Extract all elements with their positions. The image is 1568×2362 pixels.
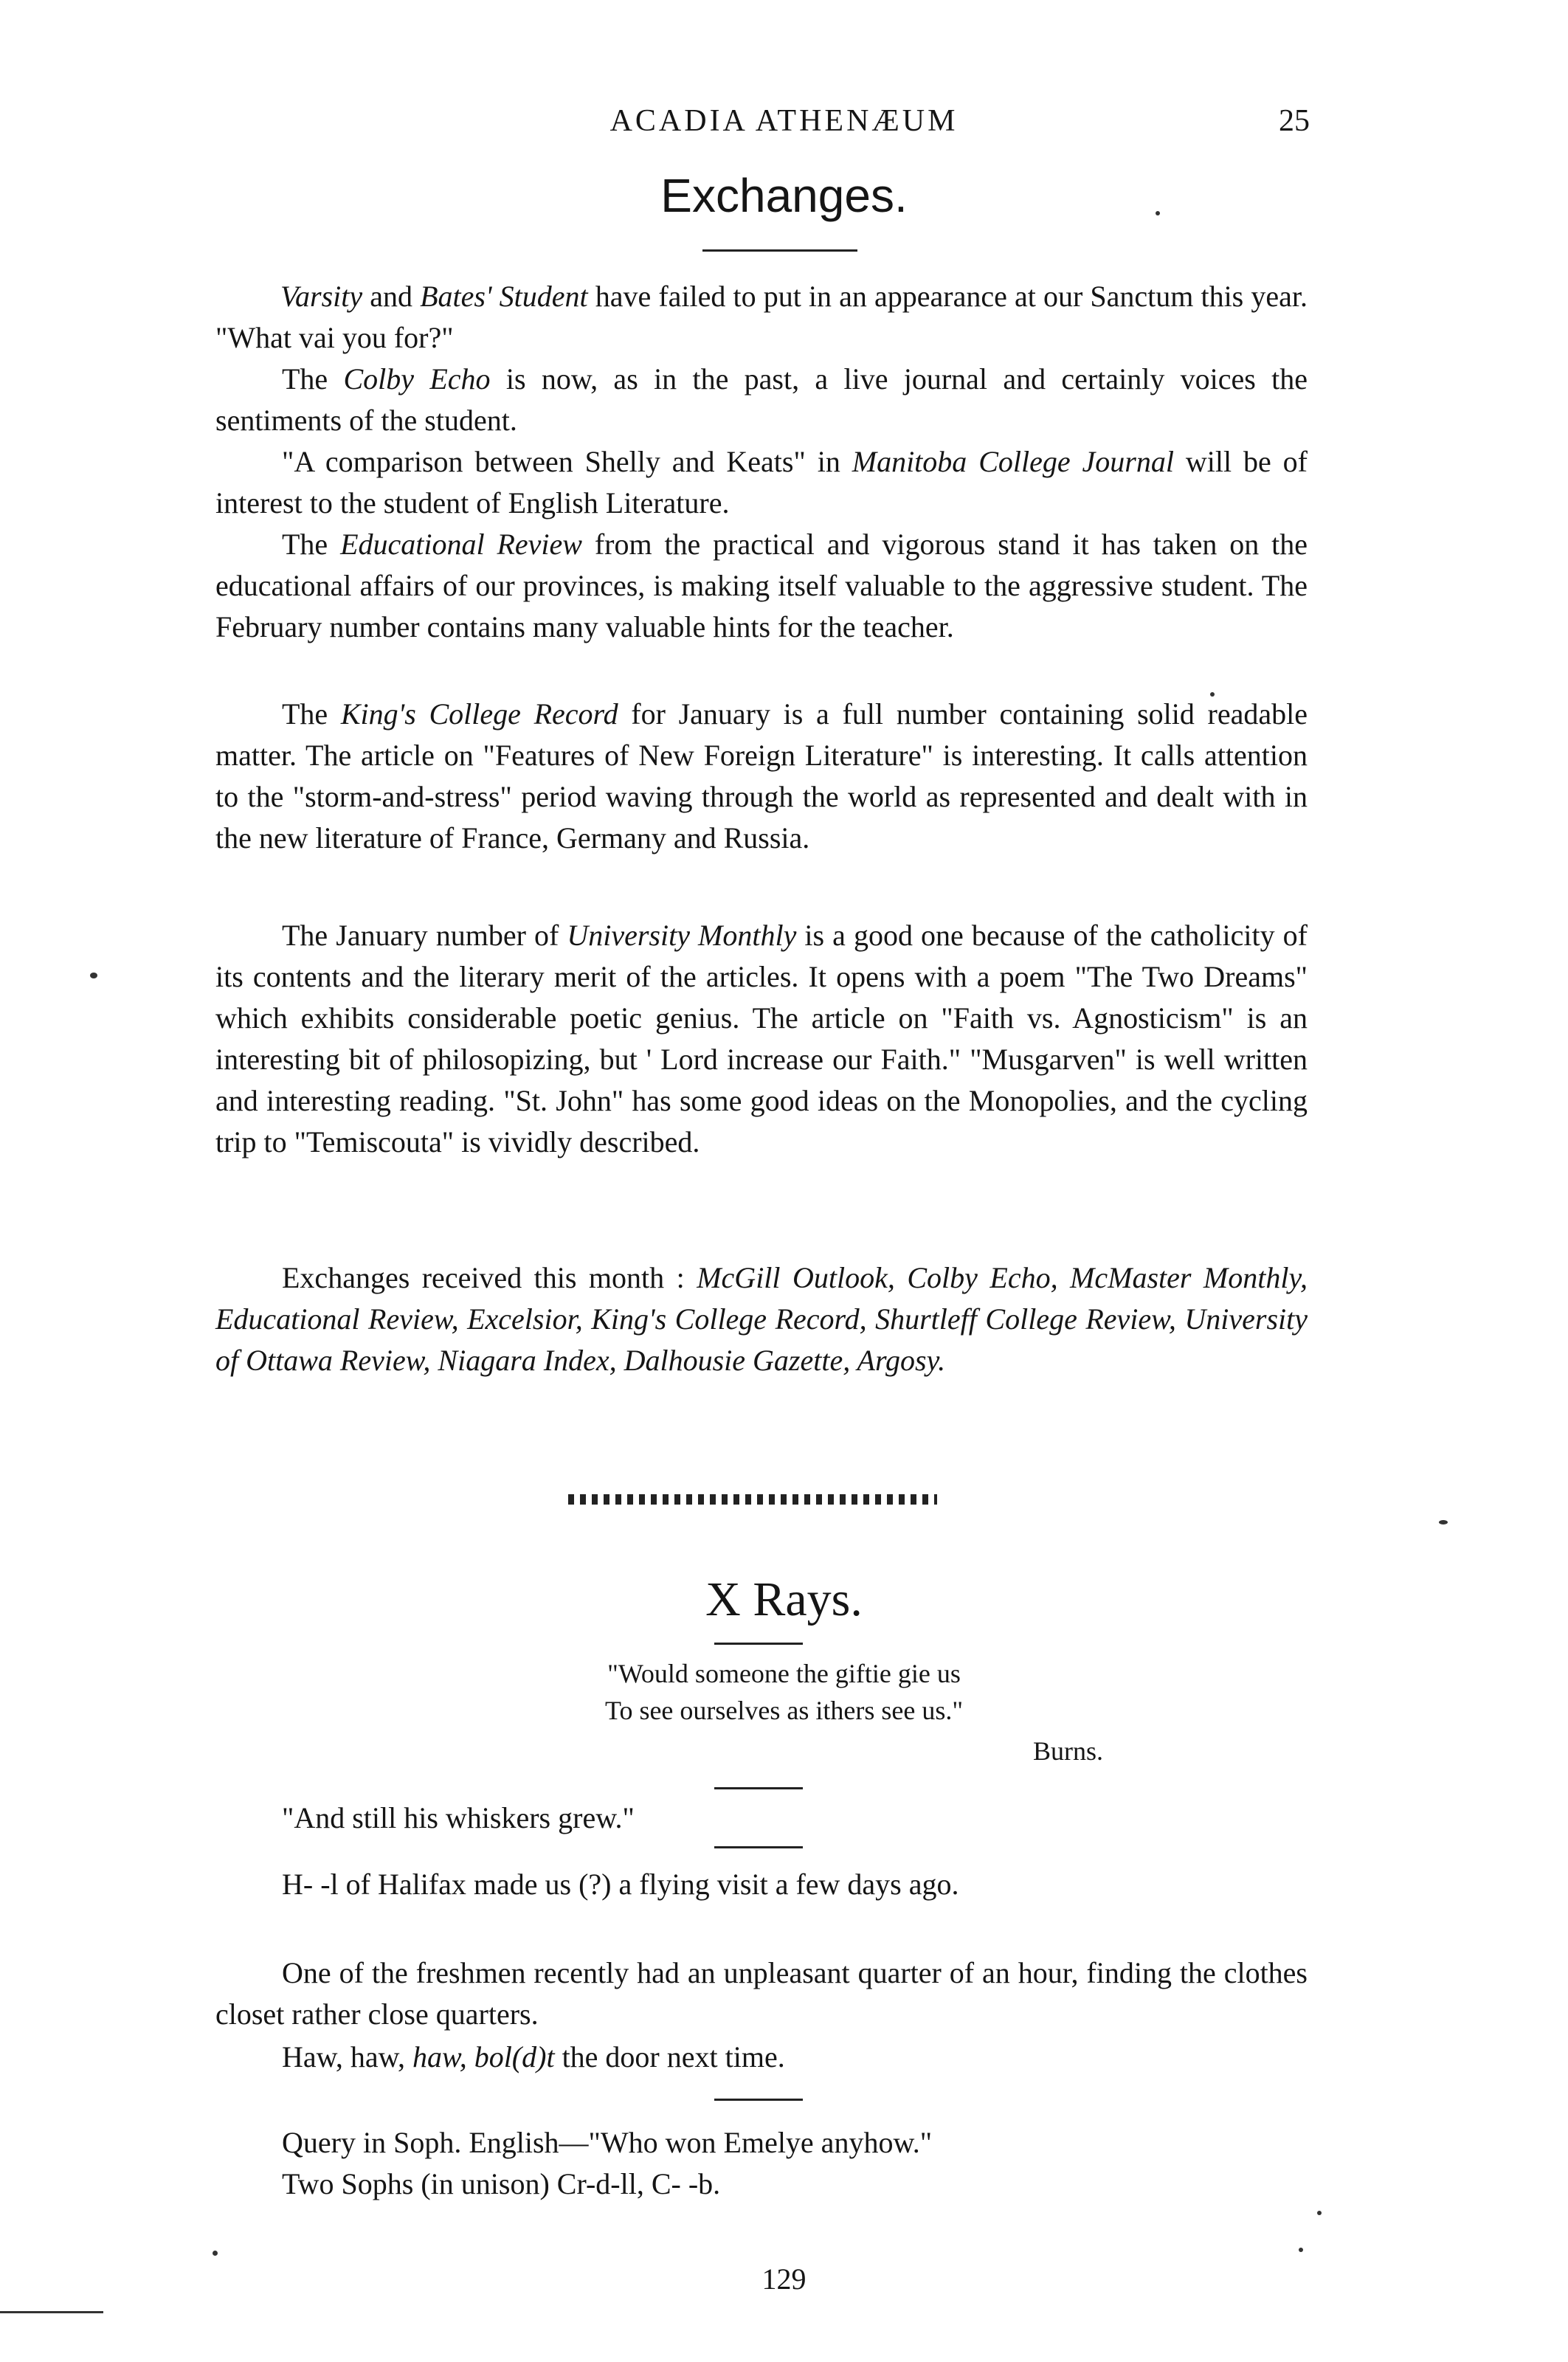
scan-speck <box>1156 211 1160 215</box>
scan-speck <box>213 2251 218 2256</box>
item-rule <box>714 2099 803 2101</box>
body-text: "And still his whiskers grew." <box>282 1801 635 1834</box>
italic-title-text: Bates' Student <box>420 280 588 313</box>
scan-speck <box>1317 2211 1322 2215</box>
scan-speck <box>1439 1520 1448 1524</box>
verse-line: To see ourselves as ithers see us." <box>604 1696 964 1725</box>
italic-title-text: haw, bol(d)t <box>412 2040 555 2073</box>
body-text: One of the freshmen recently had an unpleasant quarter of an hour, finding the clothes closet rather close quarters. <box>215 1956 1308 2031</box>
verse-attribution: Burns. <box>1033 1736 1104 1766</box>
heading-rule <box>702 249 857 252</box>
italic-title-text: Colby Echo <box>343 362 491 396</box>
body-text: and <box>362 280 421 313</box>
exchange-paragraph <box>215 276 1308 359</box>
scan-edge-mark <box>0 2311 103 2313</box>
italic-title-text: Varsity <box>280 280 363 313</box>
exchange-paragraph <box>215 441 1308 524</box>
body-text: have failed to put in an appearance at our Sanctum this year. "What vai you for?" <box>215 280 1308 354</box>
folio-number: 129 <box>761 2262 807 2296</box>
body-text: will be of interest to the student of English Literature. <box>215 445 1308 519</box>
body-text: the door next time. <box>554 2040 785 2073</box>
italic-title-text: Educational Review <box>340 528 582 561</box>
verse-line: "Would someone the giftie gie us <box>607 1659 961 1688</box>
page-number: 25 <box>1279 104 1310 138</box>
body-text: for January is a full number containing solid readable matter. The article on "Features of New Foreign Literature" is interesting. It calls attention to the "storm-and-stress" period waving through the world as represented and dealt with in the new literature of France, Germany and Russia. <box>215 697 1308 854</box>
body-text: "A comparison between Shelly and Keats" in <box>282 445 852 478</box>
body-text: The <box>282 362 344 396</box>
xray-item <box>215 1952 1308 2035</box>
ornamental-divider <box>568 1494 937 1505</box>
item-rule <box>714 1846 803 1848</box>
italic-title-text: University Monthly <box>567 919 797 952</box>
xray-item <box>215 2164 1308 2205</box>
xrays-heading: X Rays. <box>705 1572 863 1626</box>
italic-title-text: McGill Outlook, Colby Echo, McMaster Monthly, Educational Review, Excelsior, King's College Record, Shurtleff College Review, University of Ottawa Review, Niagara Index, Dalhousie Gazette, Argosy. <box>215 1261 1308 1377</box>
item-rule <box>714 1787 803 1789</box>
scan-speck <box>90 973 97 978</box>
exchange-paragraph <box>215 915 1308 1163</box>
exchange-paragraph <box>215 1257 1308 1381</box>
scan-speck <box>1299 2248 1303 2252</box>
exchange-paragraph <box>215 694 1308 859</box>
running-head <box>0 96 1568 148</box>
body-text: The <box>282 528 341 561</box>
body-text: Query in Soph. English—"Who won Emelye anyhow." <box>282 2126 933 2159</box>
exchange-paragraph <box>215 359 1308 441</box>
exchange-paragraph <box>215 524 1308 648</box>
body-text: is now, as in the past, a live journal and certainly voices the sentiments of the student. <box>215 362 1308 437</box>
running-title: ACADIA ATHENÆUM <box>609 104 959 138</box>
xray-item <box>215 2122 1308 2164</box>
xray-item <box>215 2037 1308 2078</box>
italic-title-text: Manitoba College Journal <box>852 445 1174 478</box>
heading-rule <box>714 1643 803 1645</box>
body-text: Haw, haw, <box>282 2040 412 2073</box>
italic-title-text: King's College Record <box>340 697 618 731</box>
body-text: The <box>282 697 341 731</box>
body-text: Two Sophs (in unison) Cr-d-ll, C- -b. <box>282 2167 721 2200</box>
xray-item <box>215 1798 1308 1839</box>
body-text: H- -l of Halifax made us (?) a flying visit a few days ago. <box>282 1868 959 1901</box>
body-text: Exchanges received this month : <box>282 1261 697 1294</box>
body-text: is a good one because of the catholicity of its contents and the literary merit of the articles. It opens with a poem "The Two Dreams" which exhibits considerable poetic genius. The article on "Faith vs. Agnosticism" is an interesting bit of philosopizing, but ' Lord increase our Faith." "Musgarven" is well written and interesting reading. "St. John" has some good ideas on the Monopolies, and the cycling trip to "Temiscouta" is vividly described. <box>215 919 1308 1158</box>
xray-item <box>215 1864 1308 1905</box>
body-text: from the practical and vigorous stand it has taken on the educational affairs of our provinces, is making itself valuable to the aggressive student. The February number contains many valuable hints for the teacher. <box>215 528 1308 643</box>
body-text: The January number of <box>282 919 567 952</box>
scan-speck <box>1210 692 1215 697</box>
exchanges-heading: Exchanges. <box>660 169 908 222</box>
